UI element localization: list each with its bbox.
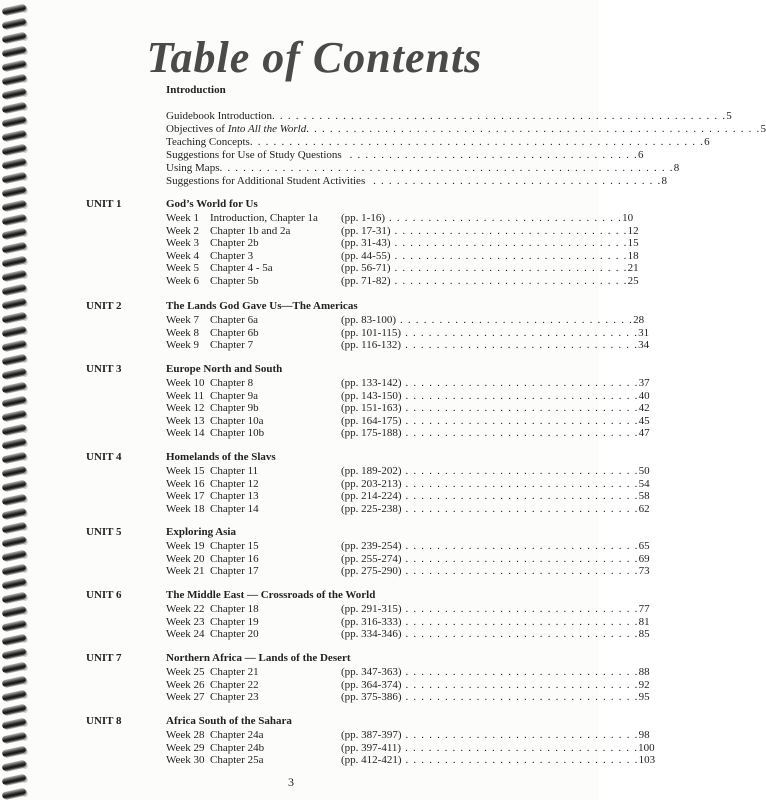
entry-page: 98	[638, 729, 650, 741]
chapter-label: Chapter 16	[210, 552, 259, 565]
spiral-coil	[2, 620, 27, 632]
spiral-coil	[2, 578, 27, 590]
week-row	[166, 389, 650, 403]
entry-label: Using Maps	[166, 162, 220, 174]
unit-label: UNIT 8	[86, 715, 122, 727]
leader-dots: . . . . . . . . . . . . . . . . . . . . . . . . . . . . . .	[405, 729, 639, 741]
week-row	[166, 262, 639, 275]
leader-dots: . . . . . . . . . . . . . . . . . . . . . . . . . . . . . .	[405, 552, 639, 565]
chapter-label: Chapter 24b	[210, 741, 265, 754]
spiral-coil	[2, 200, 27, 212]
entry-page: 85	[638, 628, 650, 641]
leader-dots: . . . . . . . . . . . . . . . . . . . . . . . . . . . . . .	[405, 339, 639, 352]
page-range: (pp. 203-213)	[341, 477, 402, 490]
entry-page: 6	[637, 149, 644, 161]
page-range: (pp. 214-224)	[341, 490, 402, 503]
unit-title: The Lands God Gave Us—The Americas	[166, 300, 358, 312]
page-title: Table of Contents	[146, 33, 483, 82]
spiral-coil	[2, 298, 27, 310]
page-range: (pp. 225-238)	[341, 502, 402, 515]
toc-entry	[166, 136, 710, 149]
entry-page: 5	[760, 123, 766, 135]
spiral-coil	[2, 606, 27, 618]
entry-label: Objectives of Into All the World	[166, 123, 307, 135]
leader-dots: . . . . . . . . . . . . . . . . . . . . . . . . . . . . . .	[405, 402, 639, 415]
page-range: (pp. 151-163)	[341, 402, 402, 415]
toc-entry	[166, 149, 644, 162]
spiral-coil	[2, 536, 27, 548]
spiral-coil	[2, 116, 27, 128]
unit-label: UNIT 7	[86, 652, 122, 664]
week-row	[166, 314, 645, 327]
week-number: Week 6	[166, 275, 200, 287]
page-range: (pp. 164-175)	[341, 414, 402, 427]
page-range: (pp. 387-397)	[341, 729, 402, 741]
leader-dots: . . . . . . . . . . . . . . . . . . . . . . . . . . . . . .	[405, 628, 639, 641]
toc-entry	[166, 162, 680, 175]
spiral-coil	[2, 410, 27, 422]
week-row	[166, 552, 650, 566]
spiral-coil	[2, 746, 27, 758]
spiral-coil	[2, 130, 27, 142]
week-number: Week 15	[166, 465, 205, 477]
spiral-coil	[2, 592, 27, 604]
spiral-coil	[2, 284, 27, 296]
week-row	[166, 275, 639, 288]
entry-page: 95	[638, 691, 650, 704]
leader-dots: . . . . . . . . . . . . . . . . . . . . . . . . . . . . . .	[405, 615, 639, 628]
page-range: (pp. 397-411)	[341, 741, 402, 754]
page-range: (pp. 44-55)	[341, 249, 391, 262]
entry-page: 65	[638, 540, 650, 552]
entry-page: 88	[638, 666, 650, 678]
week-number: Week 1	[166, 212, 200, 224]
spiral-coil	[2, 480, 27, 492]
entry-label: Suggestions for Use of Study Questions	[166, 149, 342, 161]
page-range: (pp. 56-71)	[341, 262, 391, 275]
spiral-coil	[2, 88, 27, 100]
unit-label: UNIT 3	[86, 363, 122, 375]
week-number: Week 17	[166, 490, 205, 503]
leader-dots: . . . . . . . . . . . . . . . . . . . . . . . . . . . . . .	[405, 326, 639, 339]
page-range: (pp. 175-188)	[341, 427, 402, 440]
page-range: (pp. 189-202)	[341, 465, 402, 477]
entry-page: 37	[638, 377, 650, 389]
entry-page: 73	[638, 565, 650, 578]
leader-dots: . . . . . . . . . . . . . . . . . . . . . . . . . . . . . .	[405, 502, 639, 515]
week-row	[166, 465, 650, 478]
page-range: (pp. 71-82)	[341, 275, 391, 287]
leader-dots: . . . . . . . . . . . . . . . . . . . . . . . . . . . . . . . . . . . . .	[365, 175, 662, 187]
week-row	[166, 237, 639, 250]
entry-label: Guidebook Introduction	[166, 110, 273, 122]
page-number: 3	[288, 775, 294, 789]
page-range: (pp. 143-150)	[341, 389, 402, 402]
week-number: Week 2	[166, 224, 200, 237]
entry-page: 42	[638, 402, 650, 415]
spiral-coil	[2, 662, 27, 674]
spiral-coil	[2, 508, 27, 520]
week-number: Week 14	[166, 427, 205, 440]
spiral-coil	[2, 634, 27, 646]
entry-label: Suggestions for Additional Student Activities	[166, 175, 366, 187]
page-range: (pp. 347-363)	[341, 666, 402, 678]
leader-dots: . . . . . . . . . . . . . . . . . . . . . . . . . . . . . .	[405, 678, 639, 691]
week-number: Week 19	[166, 540, 205, 552]
chapter-label: Chapter 5b	[210, 275, 259, 287]
entry-page: 54	[638, 477, 650, 490]
leader-dots: . . . . . . . . . . . . . . . . . . . . . . . . . . . . . . . . . . . . . . . . . . . . . . . . . . . . . . . . . .	[272, 110, 727, 122]
chapter-label: Chapter 10b	[210, 427, 265, 440]
entry-page: 58	[638, 490, 650, 503]
spiral-coil	[2, 396, 27, 408]
spiral-coil	[2, 438, 27, 450]
entry-page: 21	[627, 262, 639, 275]
week-number: Week 12	[166, 402, 205, 415]
week-row	[166, 249, 639, 263]
week-number: Week 23	[166, 615, 205, 628]
unit-title: Exploring Asia	[166, 526, 236, 538]
page-range: (pp. 17-31)	[341, 224, 391, 237]
unit-label: UNIT 4	[86, 451, 122, 463]
page-range: (pp. 83-100)	[341, 314, 396, 326]
week-number: Week 13	[166, 414, 205, 427]
spiral-coil	[2, 368, 27, 380]
leader-dots: . . . . . . . . . . . . . . . . . . . . . . . . . . . . . .	[394, 262, 628, 275]
week-row	[166, 603, 650, 616]
page-range: (pp. 364-374)	[341, 678, 402, 691]
chapter-label: Chapter 19	[210, 615, 259, 628]
week-row	[166, 502, 650, 516]
spiral-coil	[2, 424, 27, 436]
spiral-coil	[2, 382, 27, 394]
chapter-label: Chapter 24a	[210, 729, 264, 741]
chapter-label: Chapter 8	[210, 377, 254, 389]
week-row	[166, 477, 650, 491]
spiral-coil	[2, 564, 27, 576]
leader-dots: . . . . . . . . . . . . . . . . . . . . . . . . . . . . . .	[405, 666, 639, 678]
chapter-label: Chapter 4 - 5a	[210, 262, 273, 275]
entry-page: 8	[661, 175, 667, 187]
chapter-label: Chapter 18	[210, 603, 259, 615]
week-number: Week 30	[166, 754, 205, 767]
leader-dots: . . . . . . . . . . . . . . . . . . . . . . . . . . . . . .	[405, 490, 639, 503]
spiral-coil	[2, 466, 27, 478]
week-row	[166, 565, 650, 578]
toc-entry	[166, 110, 732, 123]
week-number: Week 10	[166, 377, 205, 389]
entry-page: 5	[726, 110, 732, 122]
leader-dots: . . . . . . . . . . . . . . . . . . . . . . . . . . . . . .	[405, 540, 639, 552]
chapter-label: Chapter 22	[210, 678, 259, 691]
spiral-coil	[2, 690, 27, 702]
spiral-coil	[2, 648, 27, 660]
page-range: (pp. 1-16)	[341, 212, 385, 224]
week-number: Week 5	[166, 262, 200, 275]
chapter-label: Chapter 12	[210, 477, 259, 490]
leader-dots: . . . . . . . . . . . . . . . . . . . . . . . . . . . . . .	[389, 212, 623, 224]
leader-dots: . . . . . . . . . . . . . . . . . . . . . . . . . . . . . . . . . . . . . . . . . . . . . . . . . . . . . . . . . .	[306, 123, 761, 135]
week-number: Week 16	[166, 477, 205, 490]
entry-page: 25	[627, 275, 639, 287]
leader-dots: . . . . . . . . . . . . . . . . . . . . . . . . . . . . . .	[405, 754, 639, 767]
chapter-label: Chapter 9a	[210, 389, 258, 402]
week-row	[166, 212, 634, 225]
entry-page: 6	[704, 136, 710, 148]
week-number: Week 8	[166, 326, 200, 339]
chapter-label: Chapter 15	[210, 540, 259, 552]
page-range: (pp. 275-290)	[341, 565, 402, 578]
entry-page: 100	[638, 741, 655, 754]
spiral-coil	[2, 354, 27, 366]
spiral-coil	[2, 326, 27, 338]
week-number: Week 26	[166, 678, 205, 691]
unit-title: Europe North and South	[166, 363, 283, 375]
toc-entry	[166, 175, 667, 188]
week-number: Week 29	[166, 741, 205, 754]
chapter-label: Chapter 10a	[210, 414, 264, 427]
spiral-coil	[2, 788, 27, 800]
chapter-label: Introduction, Chapter 1a	[210, 212, 318, 224]
leader-dots: . . . . . . . . . . . . . . . . . . . . . . . . . . . . . .	[405, 691, 639, 704]
page-range: (pp. 255-274)	[341, 552, 402, 565]
entry-page: 47	[638, 427, 650, 440]
week-row	[166, 402, 650, 415]
week-row	[166, 540, 650, 553]
leader-dots: . . . . . . . . . . . . . . . . . . . . . . . . . . . . . .	[405, 477, 639, 490]
spiral-coil	[2, 4, 27, 16]
chapter-label: Chapter 17	[210, 565, 259, 578]
entry-page: 15	[627, 237, 639, 250]
page-range: (pp. 31-43)	[341, 237, 391, 250]
entry-page: 34	[638, 339, 650, 352]
page-range: (pp. 291-315)	[341, 603, 402, 615]
spiral-coil	[2, 270, 27, 282]
leader-dots: . . . . . . . . . . . . . . . . . . . . . . . . . . . . . .	[405, 565, 639, 578]
spiral-coil	[2, 102, 27, 114]
chapter-label: Chapter 11	[210, 465, 259, 477]
week-row	[166, 414, 650, 428]
chapter-label: Chapter 14	[210, 502, 259, 515]
week-row	[166, 326, 650, 340]
unit-title: The Middle East — Crossroads of the World	[166, 589, 376, 601]
chapter-label: Chapter 9b	[210, 402, 259, 415]
leader-dots: . . . . . . . . . . . . . . . . . . . . . . . . . . . . . .	[405, 414, 639, 427]
entry-page: 31	[638, 326, 650, 339]
spiral-coil	[2, 256, 27, 268]
entry-page: 92	[638, 678, 650, 691]
page-range: (pp. 334-346)	[341, 628, 402, 641]
spiral-coil	[2, 18, 27, 30]
week-number: Week 4	[166, 249, 200, 262]
spiral-coil	[2, 732, 27, 744]
spiral-coil	[2, 522, 27, 534]
leader-dots: . . . . . . . . . . . . . . . . . . . . . . . . . . . . . . . . . . . . . . . . . . . . . . . . . . . . . . . . . .	[219, 162, 674, 174]
toc-entry	[166, 123, 766, 136]
chapter-label: Chapter 25a	[210, 754, 264, 767]
unit-label: UNIT 2	[86, 300, 122, 312]
spiral-coil	[2, 718, 27, 730]
leader-dots: . . . . . . . . . . . . . . . . . . . . . . . . . . . . . . . . . . . . . . . . . . . . . . . . . . . . . . . . . .	[249, 136, 705, 148]
spiral-coil	[2, 452, 27, 464]
spiral-binding	[0, 0, 30, 800]
unit-label: UNIT 6	[86, 589, 122, 601]
week-row	[166, 490, 650, 503]
unit-title: Africa South of the Sahara	[166, 715, 292, 727]
week-number: Week 24	[166, 628, 205, 641]
week-row	[166, 754, 656, 767]
spiral-coil	[2, 158, 27, 170]
week-number: Week 3	[166, 237, 200, 250]
entry-page: 10	[622, 212, 634, 224]
page-range: (pp. 239-254)	[341, 540, 402, 552]
week-number: Week 28	[166, 729, 205, 741]
entry-page: 28	[633, 314, 645, 326]
leader-dots: . . . . . . . . . . . . . . . . . . . . . . . . . . . . . .	[405, 377, 639, 389]
chapter-label: Chapter 2b	[210, 237, 259, 250]
entry-page: 69	[638, 552, 650, 565]
week-row	[166, 741, 655, 755]
week-number: Week 25	[166, 666, 205, 678]
spiral-coil	[2, 214, 27, 226]
leader-dots: . . . . . . . . . . . . . . . . . . . . . . . . . . . . . .	[405, 427, 639, 440]
entry-page: 103	[638, 754, 656, 767]
page-range: (pp. 375-386)	[341, 691, 402, 704]
leader-dots: . . . . . . . . . . . . . . . . . . . . . . . . . . . . . .	[405, 389, 639, 402]
week-number: Week 18	[166, 502, 205, 515]
week-row	[166, 666, 650, 679]
entry-page: 18	[627, 249, 639, 262]
chapter-label: Chapter 6b	[210, 326, 259, 339]
leader-dots: . . . . . . . . . . . . . . . . . . . . . . . . . . . . . .	[405, 603, 639, 615]
chapter-label: Chapter 1b and 2a	[210, 224, 291, 237]
entry-page: 45	[638, 414, 650, 427]
week-number: Week 22	[166, 603, 205, 615]
page-range: (pp. 412-421)	[341, 754, 402, 767]
leader-dots: . . . . . . . . . . . . . . . . . . . . . . . . . . . . . . . . . . . . .	[341, 149, 638, 161]
chapter-label: Chapter 3	[210, 249, 254, 262]
unit-label: UNIT 5	[86, 526, 122, 538]
leader-dots: . . . . . . . . . . . . . . . . . . . . . . . . . . . . . .	[405, 465, 639, 477]
week-number: Week 21	[166, 565, 205, 578]
chapter-label: Chapter 6a	[210, 314, 258, 326]
spiral-coil	[2, 186, 27, 198]
chapter-label: Chapter 20	[210, 628, 259, 641]
leader-dots: . . . . . . . . . . . . . . . . . . . . . . . . . . . . . .	[394, 249, 628, 262]
week-row	[166, 678, 650, 692]
entry-page: 50	[638, 465, 650, 477]
spiral-coil	[2, 774, 27, 786]
week-number: Week 9	[166, 339, 200, 352]
spiral-coil	[2, 704, 27, 716]
unit-title: Homelands of the Slavs	[166, 451, 276, 463]
spiral-coil	[2, 312, 27, 324]
spiral-coil	[2, 550, 27, 562]
spiral-coil	[2, 144, 27, 156]
week-row	[166, 691, 650, 704]
week-row	[166, 615, 650, 629]
chapter-label: Chapter 23	[210, 691, 259, 704]
spiral-coil	[2, 340, 27, 352]
week-number: Week 7	[166, 314, 200, 326]
unit-label: UNIT 1	[86, 198, 122, 210]
entry-page: 12	[627, 224, 639, 237]
page-range: (pp. 116-132)	[341, 339, 402, 352]
chapter-label: Chapter 21	[210, 666, 259, 678]
leader-dots: . . . . . . . . . . . . . . . . . . . . . . . . . . . . . .	[394, 237, 628, 250]
week-row	[166, 729, 650, 742]
leader-dots: . . . . . . . . . . . . . . . . . . . . . . . . . . . . . .	[394, 224, 628, 237]
week-row	[166, 427, 650, 440]
chapter-label: Chapter 7	[210, 339, 254, 352]
leader-dots: . . . . . . . . . . . . . . . . . . . . . . . . . . . . . .	[400, 314, 634, 326]
leader-dots: . . . . . . . . . . . . . . . . . . . . . . . . . . . . . .	[405, 741, 639, 754]
chapter-label: Chapter 13	[210, 490, 259, 503]
entry-page: 77	[638, 603, 650, 615]
week-row	[166, 339, 650, 352]
week-number: Week 27	[166, 691, 205, 704]
week-row	[166, 628, 650, 641]
page-range: (pp. 101-115)	[341, 326, 402, 339]
spiral-coil	[2, 676, 27, 688]
week-row	[166, 224, 639, 238]
entry-page: 62	[638, 502, 650, 515]
week-number: Week 20	[166, 552, 205, 565]
entry-page: 81	[638, 615, 650, 628]
spiral-coil	[2, 242, 27, 254]
entry-label: Teaching Concepts	[166, 136, 250, 148]
entry-page: 40	[638, 389, 650, 402]
entry-page: 8	[673, 162, 680, 174]
week-number: Week 11	[166, 389, 205, 402]
leader-dots: . . . . . . . . . . . . . . . . . . . . . . . . . . . . . .	[394, 275, 628, 287]
unit-title: Northern Africa — Lands of the Desert	[166, 652, 351, 664]
unit-title: God’s World for Us	[166, 198, 258, 210]
spiral-coil	[2, 172, 27, 184]
page-range: (pp. 316-333)	[341, 615, 402, 628]
intro-heading: Introduction	[166, 84, 226, 96]
spiral-coil	[2, 760, 27, 772]
spiral-coil	[2, 228, 27, 240]
spiral-coil	[2, 494, 27, 506]
page-range: (pp. 133-142)	[341, 377, 402, 389]
week-row	[166, 377, 650, 390]
